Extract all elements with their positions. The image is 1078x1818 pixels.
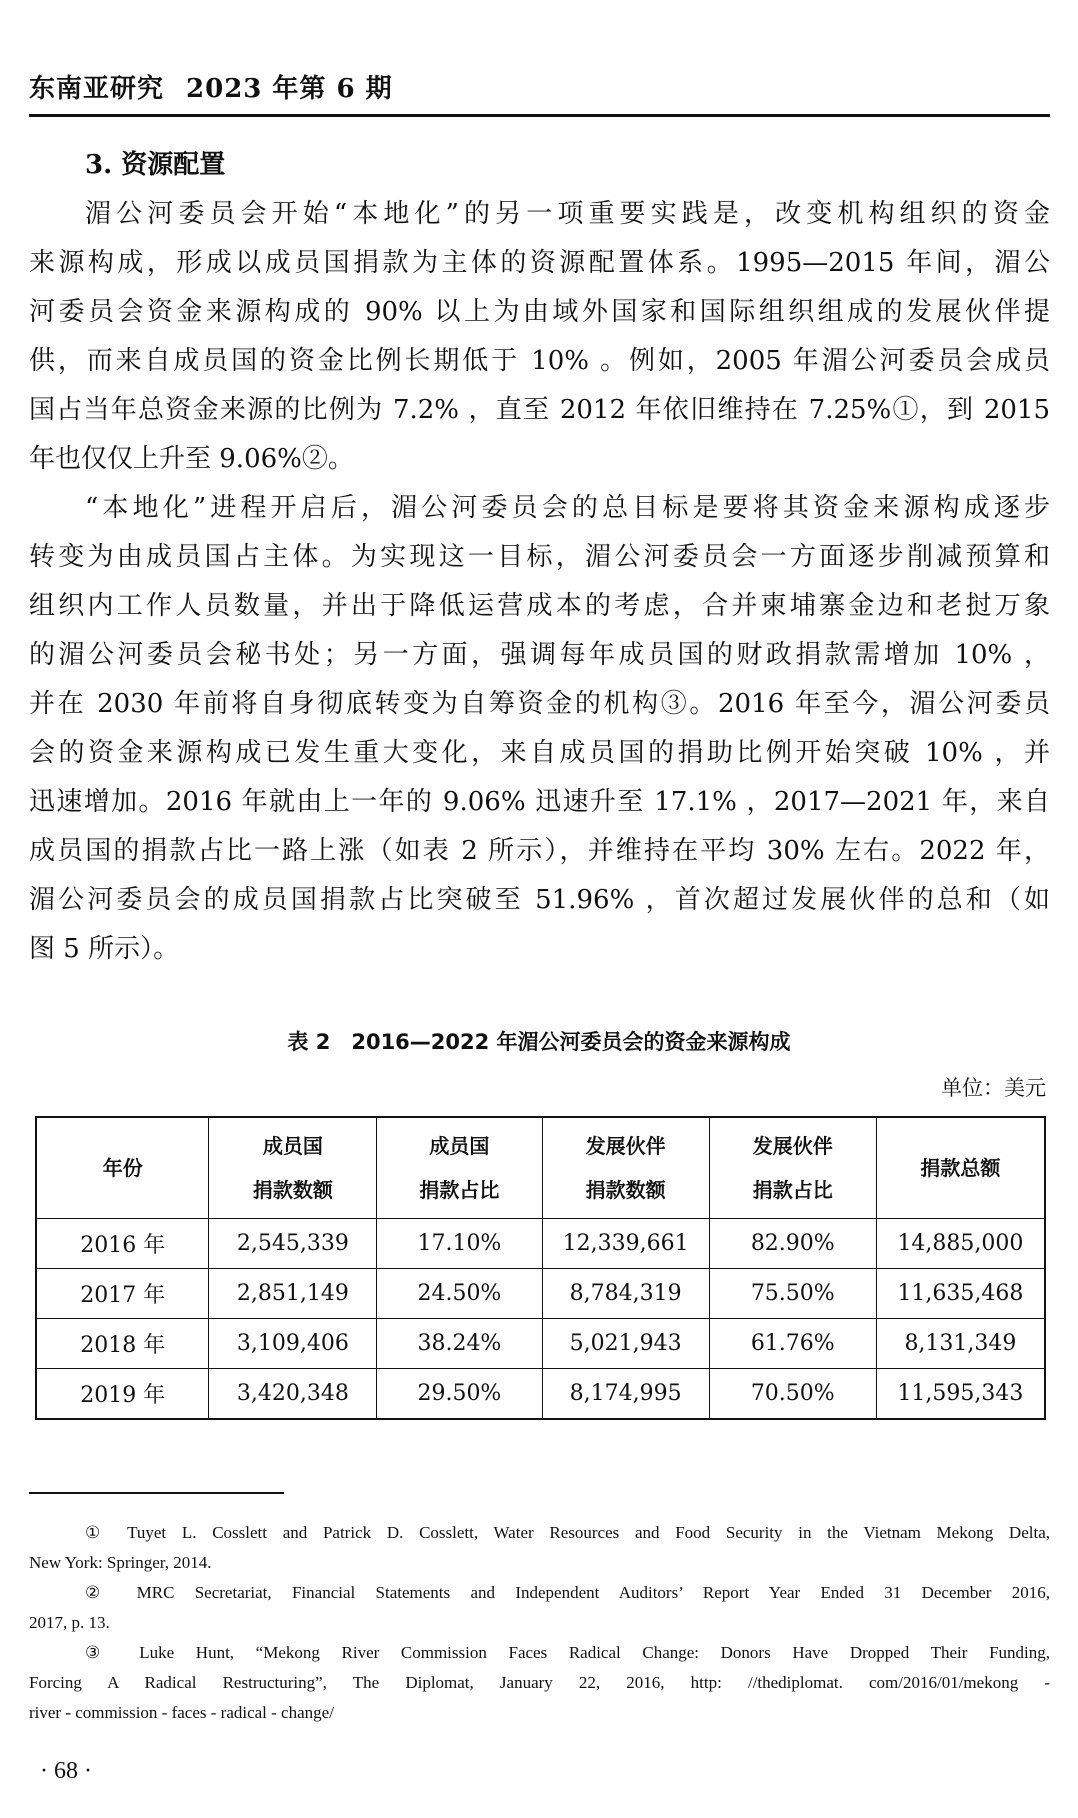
table-cell: 24.50%: [377, 1269, 542, 1319]
column-header-text: 捐款占比: [419, 1178, 500, 1202]
paragraph-line: 年也仅仅上升至 9.06%②。: [29, 444, 354, 474]
column-header-text: 发展伙伴: [585, 1134, 666, 1158]
paragraph-line: 供，而来自成员国的资金比例长期低于 10% 。例如，2005 年湄公河委员会成员: [29, 346, 1050, 376]
page-number: · 68 ·: [40, 1758, 92, 1784]
table-cell: 8,784,319: [542, 1269, 709, 1319]
paragraph-line: 图 5 所示）。: [29, 934, 180, 964]
table-row: [36, 1319, 1045, 1369]
footnote-line: ② MRC Secretariat, Financial Statements and Independent Auditors’ Report Year Ended 31 December 2016,: [85, 1583, 1050, 1602]
table-cell: 70.50%: [709, 1369, 876, 1420]
table-cell: 8,131,349: [876, 1319, 1045, 1369]
footnote-line: ③ Luke Hunt, “Mekong River Commission Faces Radical Change: Donors Have Dropped Their Funding,: [85, 1643, 1050, 1662]
column-header: [542, 1117, 709, 1219]
table-cell: 75.50%: [709, 1269, 876, 1319]
table-cell: 2019 年: [36, 1369, 209, 1420]
table-row: [36, 1269, 1045, 1319]
paragraph-line: 迅速增加。2016 年就由上一年的 9.06% 迅速升至 17.1% ，2017—2021 年，来自: [29, 787, 1050, 817]
footnote-line: ① Tuyet L. Cosslett and Patrick D. Cosslett, Water Resources and Food Security in the Vietnam Mekong Delta,: [85, 1523, 1050, 1542]
paragraph-line: 的湄公河委员会秘书处；另一方面，强调每年成员国的财政捐款需增加 10% ，: [29, 640, 1050, 670]
paragraph-line: 来源构成，形成以成员国捐款为主体的资源配置体系。1995—2015 年间，湄公: [29, 248, 1050, 278]
column-header: [377, 1117, 542, 1219]
column-header-text: 捐款数额: [585, 1178, 666, 1202]
footnote-line: New York: Springer, 2014.: [29, 1553, 212, 1572]
table-cell: 5,021,943: [542, 1319, 709, 1369]
column-header-text: 捐款占比: [752, 1178, 833, 1202]
table-cell: 82.90%: [709, 1219, 876, 1269]
column-header-text: 捐款数额: [252, 1178, 333, 1202]
table-cell: 3,420,348: [209, 1369, 377, 1420]
running-header: [29, 68, 415, 105]
table-cell: 29.50%: [377, 1369, 542, 1420]
paragraph-line: 湄公河委员会的成员国捐款占比突破至 51.96% ，首次超过发展伙伴的总和（如: [29, 885, 1050, 915]
table-cell: 8,174,995: [542, 1369, 709, 1420]
paragraph-line: 转变为由成员国占主体。为实现这一目标，湄公河委员会一方面逐步削减预算和: [29, 542, 1050, 572]
table-cell: 2018 年: [36, 1319, 209, 1369]
table-cell: 12,339,661: [542, 1219, 709, 1269]
table-cell: 11,635,468: [876, 1269, 1045, 1319]
table-cell: 61.76%: [709, 1319, 876, 1369]
table-cell: 2,545,339: [209, 1219, 377, 1269]
table-cell: 3,109,406: [209, 1319, 377, 1369]
footnote-line: 2017, p. 13.: [29, 1613, 110, 1632]
column-header: [709, 1117, 876, 1219]
footnote-line: Forcing A Radical Restructuring”, The Diplomat, January 22, 2016, http: //thediplomat. com/2016/01/mekong -: [29, 1673, 1050, 1692]
table-cell: 2017 年: [36, 1269, 209, 1319]
paragraph-line: 河委员会资金来源构成的 90% 以上为由域外国家和国际组织组成的发展伙伴提: [29, 297, 1050, 327]
column-header-text: 成员国: [429, 1134, 490, 1158]
footnote-rule: [29, 1492, 284, 1494]
table-row: [36, 1219, 1045, 1269]
issue-label: 2023 年第 6 期: [186, 74, 393, 104]
paragraph-line: 成员国的捐款占比一路上涨（如表 2 所示），并维持在平均 30% 左右。2022 年，: [29, 836, 1050, 866]
column-header: [209, 1117, 377, 1219]
column-header-text: 捐款总额: [920, 1156, 1001, 1180]
column-header-text: 发展伙伴: [752, 1134, 833, 1158]
column-header: [36, 1117, 209, 1219]
paragraph-line: 国占当年总资金来源的比例为 7.2% ，直至 2012 年依旧维持在 7.25%①，到 2015: [29, 395, 1050, 425]
footnote-line: river - commission - faces - radical - change/: [29, 1703, 334, 1722]
column-header-text: 成员国: [262, 1134, 323, 1158]
table-title: 表 2 2016—2022 年湄公河委员会的资金来源构成: [287, 1030, 791, 1054]
table-header-row: [36, 1117, 1045, 1219]
paragraph-line: “本地化”进程开启后，湄公河委员会的总目标是要将其资金来源构成逐步: [85, 493, 1050, 523]
table-cell: 11,595,343: [876, 1369, 1045, 1420]
table-row: [36, 1369, 1045, 1420]
table-cell: 2016 年: [36, 1219, 209, 1269]
section-title: 3. 资源配置: [85, 150, 226, 180]
table-cell: 2,851,149: [209, 1269, 377, 1319]
table-cell: 14,885,000: [876, 1219, 1045, 1269]
funding-table: [35, 1116, 1046, 1420]
paragraph-line: 并在 2030 年前将自身彻底转变为自筹资金的机构③。2016 年至今，湄公河委员: [29, 689, 1050, 719]
column-header-text: 年份: [102, 1156, 143, 1180]
paragraph-line: 会的资金来源构成已发生重大变化，来自成员国的捐助比例开始突破 10% ，并: [29, 738, 1050, 768]
column-header: [876, 1117, 1045, 1219]
table-cell: 38.24%: [377, 1319, 542, 1369]
table-cell: 17.10%: [377, 1219, 542, 1269]
paragraph-line: 组织内工作人员数量，并出于降低运营成本的考虑，合并柬埔寨金边和老挝万象: [29, 591, 1050, 621]
paragraph-line: 湄公河委员会开始“本地化”的另一项重要实践是，改变机构组织的资金: [85, 199, 1050, 229]
table-unit: 单位：美元: [941, 1076, 1046, 1100]
journal-name: 东南亚研究: [29, 74, 165, 104]
header-rule: [29, 114, 1050, 117]
